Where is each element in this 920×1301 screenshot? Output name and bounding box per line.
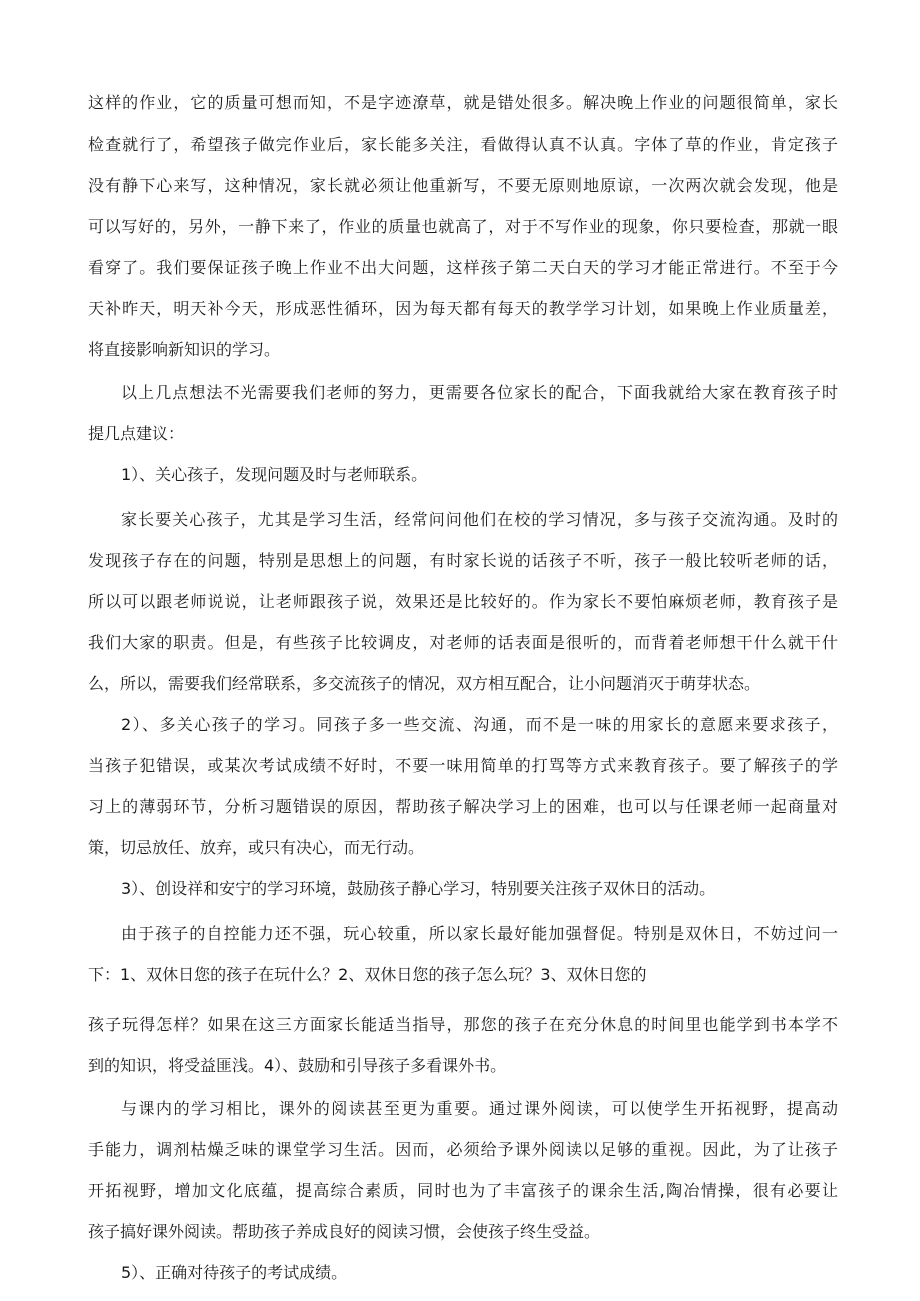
paragraph-line: 由于孩子的自控能力还不强，玩心较重，所以家长最好能加强督促。特别是双休日，不妨过问一 bbox=[121, 924, 838, 943]
paragraph-line: 到的知识，将受益匪浅。4）、鼓励和引导孩子多看课外书。 bbox=[88, 1056, 507, 1075]
paragraph-line: 天补昨天，明天补今天，形成恶性循环，因为每天都有每天的教学学习计划，如果晚上作业质量差， bbox=[88, 299, 838, 318]
paragraph-line: 看穿了。我们要保证孩子晚上作业不出大问题，这样孩子第二天白天的学习才能正常进行。不至于今 bbox=[88, 258, 838, 277]
section-heading: 3）、创设祥和安宁的学习环境，鼓励孩子静心学习，特别要关注孩子双休日的活动。 bbox=[121, 879, 716, 898]
section-heading: 1）、关心孩子，发现问题及时与老师联系。 bbox=[121, 465, 428, 484]
paragraph-line: 可以写好的，另外，一静下来了，作业的质量也就高了，对于不写作业的现象，你只要检查，那就一眼 bbox=[88, 217, 838, 236]
paragraph-line: 与课内的学习相比，课外的阅读甚至更为重要。通过课外阅读，可以使学生开拓视野，提高动 bbox=[121, 1099, 838, 1118]
paragraph-line: 当孩子犯错误，或某次考试成绩不好时，不要一味用简单的打骂等方式来教育孩子。要了解孩子的学 bbox=[88, 756, 838, 775]
paragraph-line: 么，所以，需要我们经常联系，多交流孩子的情况，双方相互配合，让小问题消灭于萌芽状态。 bbox=[88, 674, 761, 693]
paragraph-line: 手能力，调剂枯燥乏味的课堂学习生活。因而，必须给予课外阅读以足够的重视。因此，为了让孩子 bbox=[88, 1140, 838, 1159]
paragraph-line: 没有静下心来写，这种情况，家长就必须让他重新写，不要无原则地原谅，一次两次就会发现，他是 bbox=[88, 176, 838, 195]
section-heading: 5）、正确对待孩子的考试成绩。 bbox=[121, 1263, 348, 1282]
paragraph-line: 提几点建议： bbox=[88, 424, 185, 443]
paragraph-line: 我们大家的职责。但是，有些孩子比较调皮，对老师的话表面是很听的，而背着老师想干什么就干什 bbox=[88, 633, 838, 652]
paragraph-line: 下：1、双休日您的孩子在玩什么？2、双休日您的孩子怎么玩？3、双休日您的 bbox=[88, 965, 647, 984]
paragraph-line: 家长要关心孩子，尤其是学习生活，经常问问他们在校的学习情况，多与孩子交流沟通。及时的 bbox=[121, 510, 838, 529]
paragraph-line: 发现孩子存在的问题，特别是思想上的问题，有时家长说的话孩子不听，孩子一般比较听老师的话， bbox=[88, 551, 838, 570]
paragraph-line: 所以可以跟老师说说，让老师跟孩子说，效果还是比较好的。作为家长不要怕麻烦老师，教育孩子是 bbox=[88, 592, 838, 611]
paragraph-line: 孩子搞好课外阅读。帮助孩子养成良好的阅读习惯，会使孩子终生受益。 bbox=[88, 1222, 601, 1241]
paragraph-line: 策，切忌放任、放弃，或只有决心，而无行动。 bbox=[88, 838, 425, 857]
paragraph-line: 以上几点想法不光需要我们老师的努力，更需要各位家长的配合，下面我就给大家在教育孩子时 bbox=[121, 383, 838, 402]
paragraph-line: 开拓视野，增加文化底蕴，提高综合素质，同时也为了丰富孩子的课余生活,陶冶情操，很有必要让 bbox=[88, 1181, 838, 1200]
paragraph-line: 将直接影响新知识的学习。 bbox=[88, 340, 281, 359]
paragraph-line: 孩子玩得怎样？如果在这三方面家长能适当指导，那您的孩子在充分休息的时间里也能学到书本学不 bbox=[88, 1015, 838, 1034]
paragraph-line: 这样的作业，它的质量可想而知，不是字迹潦草，就是错处很多。解决晚上作业的问题很简单，家长 bbox=[88, 93, 838, 112]
paragraph-line: 检查就行了，希望孩子做完作业后，家长能多关注，看做得认真不认真。字体了草的作业，肯定孩子 bbox=[88, 135, 838, 154]
section-heading: 2）、多关心孩子的学习。同孩子多一些交流、沟通，而不是一味的用家长的意愿来要求孩子， bbox=[121, 715, 838, 734]
paragraph-line: 习上的薄弱环节，分析习题错误的原因，帮助孩子解决学习上的困难，也可以与任课老师一起商量对 bbox=[88, 797, 838, 816]
